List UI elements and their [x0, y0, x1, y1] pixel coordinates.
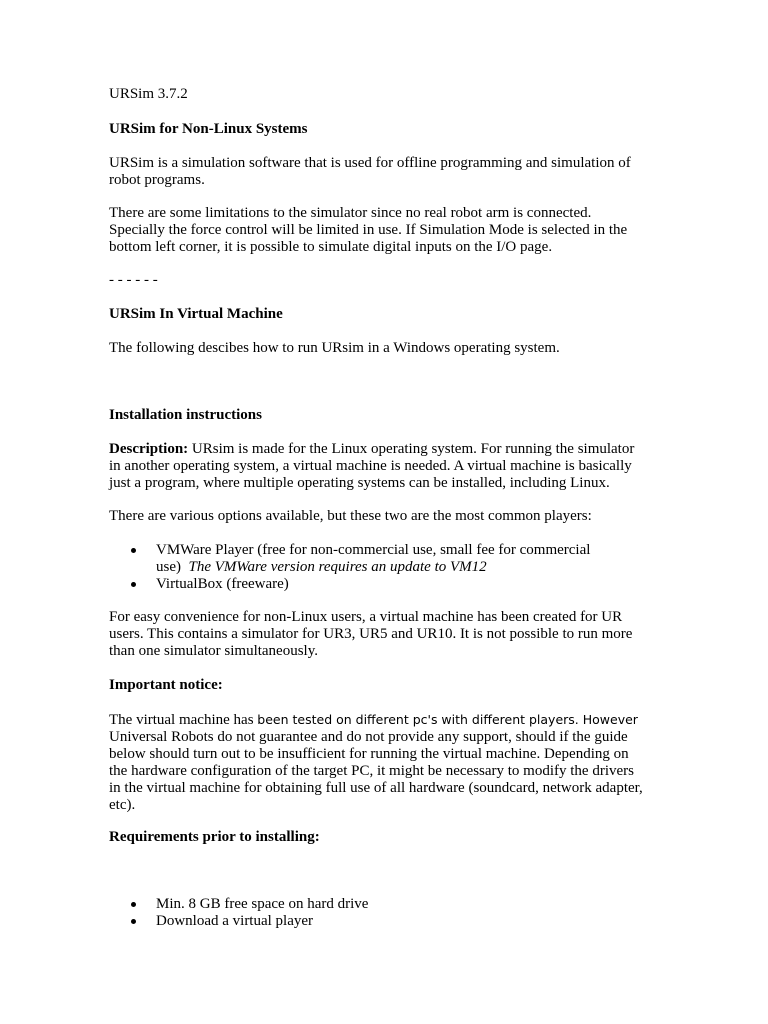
- text-line: For easy convenience for non-Linux users, a virtual machine has been created for UR: [109, 609, 623, 625]
- vm-description: The following descibes how to run URsim in a Windows operating system.: [109, 340, 560, 356]
- heading-important-notice: Important notice:: [109, 677, 223, 693]
- heading-non-linux: URSim for Non-Linux Systems: [109, 121, 308, 137]
- text-line: bottom left corner, it is possible to simulate digital inputs on the I/O page.: [109, 239, 553, 255]
- list-item-text: VirtualBox (freeware): [156, 576, 289, 592]
- bullet-icon: [131, 902, 136, 907]
- list-item-text: Download a virtual player: [156, 913, 314, 929]
- text-line: users. This contains a simulator for UR3, UR5 and UR10. It is not possible to run more: [109, 626, 633, 642]
- vmware-version-note: The VMWare version requires an update to VM12: [188, 559, 487, 575]
- list-item-text: Min. 8 GB free space on hard drive: [156, 896, 369, 912]
- heading-installation: Installation instructions: [109, 407, 262, 423]
- text-line: Specially the force control will be limited in use. If Simulation Mode is selected in the: [109, 222, 628, 238]
- list-item: [109, 542, 669, 576]
- list-item: [109, 913, 669, 930]
- text-line: the hardware configuration of the target PC, it might be necessary to modify the drivers: [109, 763, 634, 779]
- limitations-paragraph: [109, 205, 669, 256]
- intro-paragraph: [109, 155, 669, 189]
- text-line: than one simulator simultaneously.: [109, 643, 318, 659]
- options-line: There are various options available, but these two are the most common players:: [109, 508, 592, 524]
- text-line: [109, 441, 669, 458]
- text-line: URSim is a simulation software that is used for offline programming and simulation of: [109, 155, 631, 171]
- text-line: There are some limitations to the simulator since no real robot arm is connected.: [109, 205, 592, 221]
- vmware-use-text: use): [156, 559, 189, 575]
- bullet-icon: [131, 548, 136, 553]
- text-line: in another operating system, a virtual machine is needed. A virtual machine is basically: [109, 458, 632, 474]
- bullet-icon: [131, 919, 136, 924]
- version-line: URSim 3.7.2: [109, 86, 188, 102]
- text-line: VMWare Player (free for non-commercial use, small fee for commercial: [156, 542, 591, 558]
- list-item: [109, 896, 669, 913]
- notice-text: The virtual machine has: [109, 712, 258, 728]
- heading-virtual-machine: URSim In Virtual Machine: [109, 306, 283, 322]
- notice-text-alt-font: been tested on different pc's with different players. However: [257, 712, 638, 727]
- requirements-list: [109, 896, 669, 930]
- description-text: URsim is made for the Linux operating system. For running the simulator: [188, 441, 635, 457]
- players-list: [109, 542, 669, 593]
- description-label: Description:: [109, 441, 189, 457]
- notice-paragraph: [109, 711, 669, 814]
- list-item: [109, 576, 669, 593]
- text-line: robot programs.: [109, 172, 205, 188]
- text-line: [109, 711, 669, 729]
- text-line: etc).: [109, 797, 136, 813]
- text-line: below should turn out to be insufficient for running the virtual machine. Depending on: [109, 746, 629, 762]
- bullet-icon: [131, 582, 136, 587]
- text-line: just a program, where multiple operating systems can be installed, including Linux.: [109, 475, 610, 491]
- convenience-paragraph: [109, 609, 669, 660]
- separator: - - - - - -: [109, 272, 158, 288]
- text-line: Universal Robots do not guarantee and do not provide any support, should if the guide: [109, 729, 628, 745]
- text-line: in the virtual machine for obtaining full use of all hardware (soundcard, network adapter,: [109, 780, 643, 796]
- description-paragraph: [109, 441, 669, 492]
- heading-requirements: Requirements prior to installing:: [109, 829, 320, 845]
- text-line: [156, 559, 669, 576]
